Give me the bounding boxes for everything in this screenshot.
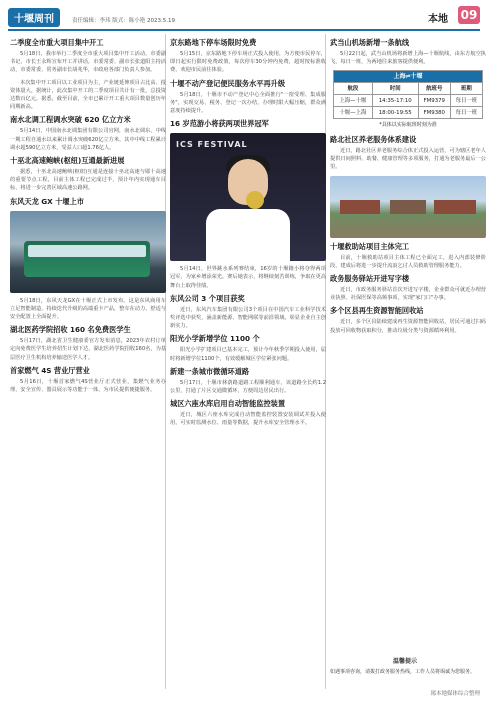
flight-cell: 每日一班	[450, 107, 482, 119]
article-paragraph: 目前，十堰救助站项目主体工程已全面完工，进入内部装修阶段，建成后将进一步提升流浪乞讨人员救助管理服务能力。	[330, 254, 486, 269]
building-roof	[390, 200, 426, 214]
flight-table-note: *具体以实际航班时刻为准	[379, 122, 437, 129]
athlete-shirt	[206, 209, 290, 261]
article-paragraph: 5月22日起，武当山机场将新增上海—十堰航线，由东方航空执飞，每日一班，为两地往来旅客提供便利。	[330, 51, 486, 66]
article-title: 十堰不动产登记便民服务水平再升级	[170, 78, 286, 88]
column-right	[330, 34, 486, 339]
source-note: 郧本地媒体综合整理	[430, 691, 480, 697]
article-title: 首家燃气 4S 营业厅营业	[10, 365, 90, 375]
column-middle	[170, 34, 326, 432]
article-title: 二季度全市重大项目集中开工	[10, 38, 104, 47]
article-title: 十巫北高速鲍峡(枢纽)互通最新进展	[10, 156, 125, 166]
article-paragraph: 5月17日，十堰市林荫路道路工程顺利通车，该道路全长约1.2公里，打通了片区交通微循环，方便周边居民出行。	[170, 379, 326, 395]
article-title: 湖北医药学院招收 160 名免费医学生	[10, 325, 131, 335]
article-paragraph: 5月16日，十堰首家燃气4S营业厅正式营业，集燃气业务办理、安全宣传、器具展示等功能于一体，为市民提供便捷服务。	[10, 378, 166, 394]
article-paragraph: 5月18日，东风天龙GX在十堰正式上市发布。这是东风商用车立足智能制造、持续迭代升级的高端重卡产品，整车在动力、舒适与安全配置上全面提升。	[10, 297, 166, 321]
bus-photo	[10, 211, 166, 293]
article-title: 十堰救助站项目主体完工	[330, 241, 410, 251]
article-paragraph: 近日，市政务服务驿站首次开进写字楼，企业群众可就近办理营业执照、社保医保等高频事项，实现"家门口"办事。	[330, 286, 486, 302]
flight-cell: FM9380	[418, 107, 450, 119]
athlete-photo	[170, 133, 326, 261]
article-title: 京东路地下停车场限时免费	[170, 38, 257, 47]
article-title: 多个区县再生资源智能回收站	[330, 306, 424, 316]
community-photo	[330, 176, 486, 238]
building-roof	[340, 200, 380, 214]
article-title: 城区六座水库启用自动智能监控装置	[170, 399, 286, 409]
section-title: 本地	[428, 14, 448, 25]
article-paragraph: 近日，城区六座水库完成自动智能监控装置安装调试并投入使用，可实时监测水位、雨量等数据，提升水库安全管理水平。	[170, 412, 326, 427]
flight-col-header: 航班号	[418, 83, 450, 95]
notice-title: 温馨提示	[392, 658, 417, 665]
flight-col-header: 班期	[450, 83, 482, 95]
building-roof	[434, 200, 476, 214]
festival-banner: ICS FESTIVAL	[176, 140, 248, 150]
article-paragraph: 5月18日，我市举行二季度全市重大项目集中开工活动。市委副书记、市长王永辉宣布开工并讲话，市委常委、副市长张道阳主持活动，市委常委、常务副市长胡兆华，市政府各部门负责人参加。	[10, 51, 166, 74]
flight-table	[333, 70, 483, 131]
flight-cell: 18:00-19:55	[372, 107, 418, 119]
article-paragraph: 5月17日，湖北省卫生健康委官方发布消息，2023年农村订单定向免费医学生培养招生计划下达，湖北医药学院招收160名，为基层医疗卫生机构培养输送医学人才。	[10, 338, 166, 361]
article-title: 南水北调工程调水突破 620 亿立方米	[10, 115, 131, 125]
article-title: 东风天龙 GX 十堰上市	[10, 196, 84, 206]
article-paragraph: 近日，路北社区养老服务综合体正式投入运营，可为辖区老年人提供日间照料、助餐、健康管理等多项服务，打通为老服务最后一公里。	[330, 147, 486, 171]
column-left	[10, 34, 166, 398]
table-row	[334, 95, 483, 107]
article-paragraph: 阳光小学扩建项目已基本完工，预计今年秋季学期投入使用，届时将新增学位1100个，有效缓解城区学位紧张问题。	[170, 347, 326, 362]
flight-col-header: 航段	[334, 83, 373, 95]
article-paragraph: 5月15日，京东路地下停车场正式投入使用，为方便市民停车，即日起实行限时免费政策，每次停车30分钟内免费，超时按标准收费，欢迎市民前往体验。	[170, 51, 326, 74]
flight-table-header	[334, 83, 483, 95]
flight-cell: 上海—十堰	[334, 95, 373, 107]
article-title: 东风公司 3 个项目获奖	[170, 293, 245, 303]
flight-cell: 14:35-17:10	[372, 95, 418, 107]
newspaper-logo: 十堰周刊	[8, 8, 60, 27]
flight-table-title: 上海⇌十堰	[334, 71, 483, 83]
article-title: 政务服务驿站开进写字楼	[330, 273, 410, 283]
article-paragraph: 据悉，十巫北高速鲍峡(枢纽)互通是连接十巫北高速与郧十高速的重要节点工程，目前主体工程已完成过半，预计年内实现通车目标，将进一步完善区域高速公路网。	[10, 169, 166, 192]
article-paragraph: 近日，多个区县陆续建成再生资源智能回收站，居民可通过扫码投放可回收物获取积分，推动垃圾分类与资源循环利用。	[330, 319, 486, 334]
flight-cell: FM9379	[418, 95, 450, 107]
editor-meta: 责任编辑：李玮 版式：陈小艳 2023.5.19	[72, 18, 175, 24]
article-title: 新建一条城市微循环道路	[170, 366, 250, 376]
page-number-badge: 09	[458, 6, 480, 24]
article-paragraph: 5月14日，中国南水北调集团有限公司官网，南水北调东、中线一期工程自通水以来累计调水突破620亿立方米，其中中线工程累计调水超590亿立方米，受益人口超1.76亿人。	[10, 128, 166, 151]
notice-text: 如遇事项咨询，请拨打政务服务热线，工作人员将竭诚为您服务。	[330, 669, 476, 675]
article-paragraph: 近日，东风汽车集团有限公司3个项目在中国汽车工业科学技术奖评选中获奖，涵盖新能源、智能网联等前沿领域，彰显企业自主创新实力。	[170, 306, 326, 330]
table-row	[334, 107, 483, 119]
bus-window	[28, 245, 146, 257]
article-title: 16 岁范游小将获两项世界冠军	[170, 119, 269, 129]
medal-icon	[246, 191, 264, 209]
flight-col-header: 时间	[372, 83, 418, 95]
notice-box	[330, 658, 480, 676]
article-paragraph: 本次集中开工项目以工业项目为主，产业链延伸项目占比高、投资体量大。据统计，此次集中开工的二季度项目共计有一批，总投资达数百亿元。据悉，截至目前，全市已累计开工重大项目数量创历年同期新高。	[10, 79, 166, 111]
article-paragraph: 5月14日，世界跳水系列赛结束，16岁的十堰籍小将夺得两项冠军，为家乡增添荣光。赛后她表示，将继续刻苦训练，争取在更高舞台上取得佳绩。	[170, 266, 326, 289]
header-rule	[8, 29, 480, 31]
page-header	[0, 0, 488, 30]
article-title: 路北社区养老服务体系建设	[330, 134, 417, 144]
article-paragraph: 5月18日，十堰市不动产登记中心全面推行"一窗受理、集成服务"，实现交易、税务、登记一次办结，办理时限大幅压缩，群众满意度持续提升。	[170, 91, 326, 115]
article-title: 武当山机场新增一条航线	[330, 38, 410, 47]
flight-cell: 十堰—上海	[334, 107, 373, 119]
flight-cell: 每日一班	[450, 95, 482, 107]
article-title: 阳光小学新增学位 1100 个	[170, 334, 260, 344]
